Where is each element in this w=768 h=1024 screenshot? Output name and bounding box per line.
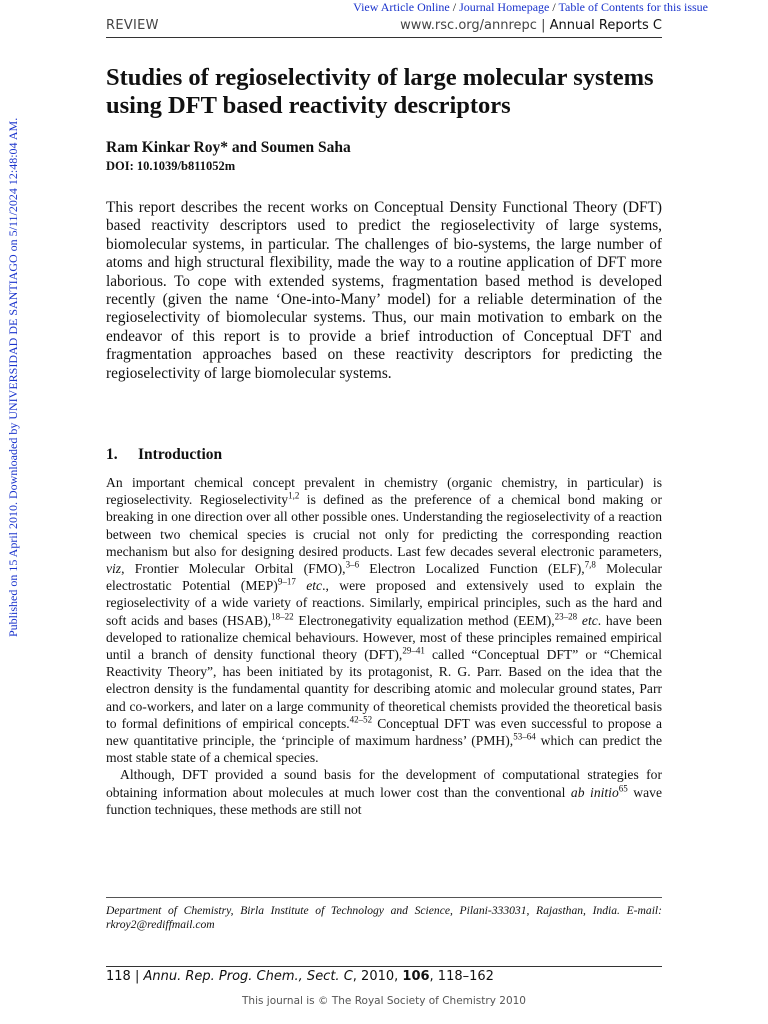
citation-ref: 9–17	[277, 576, 296, 587]
text-run: is defined as the preference of a chemical bond making or breaking in one direction over all other possible ones. Understanding the regioselectivity of a reaction between two chemical species is crucial not only for predicting the corresponding reaction mechanism but also for designing desired products. Last few decades several electronic parameters,	[106, 492, 663, 559]
page-header	[106, 17, 662, 38]
text-run: Conceptual DFT was even successful to propose a new quantitative principle, the ‘principle of maximum hardness’ (PMH),	[106, 715, 662, 749]
section-label: REVIEW	[106, 18, 159, 33]
footer-divider	[106, 966, 662, 967]
table-of-contents-link[interactable]: Table of Contents for this issue	[558, 0, 708, 14]
top-links-bar	[288, 0, 708, 15]
section-heading	[106, 446, 222, 464]
text-run: Electronegativity equalization method (EEM),	[293, 612, 555, 628]
italic-term: etc	[306, 578, 323, 594]
italic-term: ab initio	[570, 784, 619, 800]
citation-ref: 1,2	[288, 490, 300, 501]
footnote-divider	[106, 897, 662, 898]
journal-name: Annual Reports C	[549, 18, 662, 33]
paragraph	[106, 474, 662, 766]
page-number: 118	[106, 969, 131, 984]
article-doi: DOI: 10.1039/b811052m	[106, 159, 236, 173]
citation-ref: 42–52	[349, 714, 373, 725]
citation-ref: 23–28	[554, 611, 578, 622]
citation-ref: 18–22	[271, 611, 294, 622]
view-article-online-link[interactable]: View Article Online	[353, 0, 450, 14]
citation-ref: 29–41	[402, 645, 425, 656]
volume-number: 106	[402, 969, 430, 984]
journal-url: www.rsc.org/annrepc	[400, 18, 537, 33]
text-run: called “Conceptual DFT” or “Chemical Reactivity Theory”, has been initiated by its protagonist, R. G. Parr. Based on the idea that the electron density is the fundamental quantity for describing atomic and molecular ground states, Parr and co-workers, and later on a large community of theoretical chemists provided the theoretical basis to formal definitions of empirical concepts.	[106, 647, 662, 731]
footer-divider-text: |	[130, 969, 144, 984]
text-run: Although, DFT provided a sound basis for the development of computational strategies for obtaining information about molecules at much lower cost than the conventional	[106, 767, 662, 800]
page-range: , 118–162	[429, 969, 494, 984]
affiliation-footnote: Department of Chemistry, Birla Institute of Technology and Science, Pilani-333031, Rajasthan, India. E-mail: rkroy2@rediffmail.com	[106, 904, 662, 931]
section-title: Introduction	[138, 446, 223, 463]
paragraph	[106, 766, 662, 818]
text-run: ., were proposed and extensively used to explain the regioselectivity of a wide variety of reactions. Similarly, empirical principles, such as the hard and soft acids and bases (HSAB),	[106, 578, 662, 628]
page-footer	[106, 969, 494, 984]
article-abstract: This report describes the recent works on Conceptual Density Functional Theory (DFT) based reactivity descriptors used to predict the regioselectivity of large systems, biomolecular systems, in particular. The challenges of bio-systems, the large number of atoms and high structural flexibility, made the way to a routine application of DFT more laborious. To cope with extended systems, fragmentation based method is developed recently (given the name ‘One-into-Many’ model) for a reliable determination of the regioselectivity of biomolecular systems. Thus, our main motivation to embark on the endeavor of this report is to provide a brief introduction of Conceptual DFT and fragmentation approaches based on these reactivity descriptors for predicting the regioselectivity of large biomolecular systems.	[106, 199, 662, 382]
article-title: Studies of regioselectivity of large molecular systems using DFT based reactivity descriptors	[106, 64, 654, 119]
text-run: An important chemical concept prevalent in chemistry (organic chemistry, in particular) is regioselectivity. Regioselectivity	[106, 475, 662, 508]
text-run: , Frontier Molecular Orbital (FMO),	[121, 561, 346, 577]
journal-citation: Annu. Rep. Prog. Chem., Sect. C	[143, 969, 353, 984]
journal-homepage-link[interactable]: Journal Homepage	[459, 0, 550, 14]
text-run: Molecular electrostatic Potential (MEP)	[106, 561, 662, 594]
italic-term: viz	[106, 561, 122, 577]
citation-ref: 65	[618, 783, 628, 794]
italic-term: etc	[581, 612, 598, 628]
citation-year: , 2010,	[352, 969, 403, 984]
download-notice: Published on 15 April 2010. Downloaded by UNIVERSIDAD DE SANTIAGO on 5/11/2024 12:48:04 AM.	[6, 117, 20, 637]
header-divider: |	[536, 18, 550, 33]
citation-ref: 7,8	[584, 559, 596, 570]
citation-ref: 3–6	[345, 559, 360, 570]
text-run	[296, 578, 306, 593]
header-right	[400, 18, 662, 33]
article-authors: Ram Kinkar Roy* and Soumen Saha	[106, 139, 351, 156]
body-text	[106, 474, 662, 818]
section-number: 1.	[106, 446, 118, 463]
citation-ref: 53–64	[513, 731, 536, 742]
copyright-notice: This journal is © The Royal Society of Chemistry 2010	[242, 995, 526, 1007]
text-run: which can predict the most stable state of a chemical species.	[106, 733, 662, 766]
text-run: Electron Localized Function (ELF),	[359, 561, 585, 577]
link-separator: /	[449, 0, 460, 14]
text-run: wave function techniques, these methods are still not	[106, 784, 662, 817]
text-run: . have been developed to rationalize chemical behaviours. However, most of these principles remained empirical until a branch of density functional theory (DFT),	[106, 612, 662, 663]
link-separator: /	[549, 0, 559, 14]
